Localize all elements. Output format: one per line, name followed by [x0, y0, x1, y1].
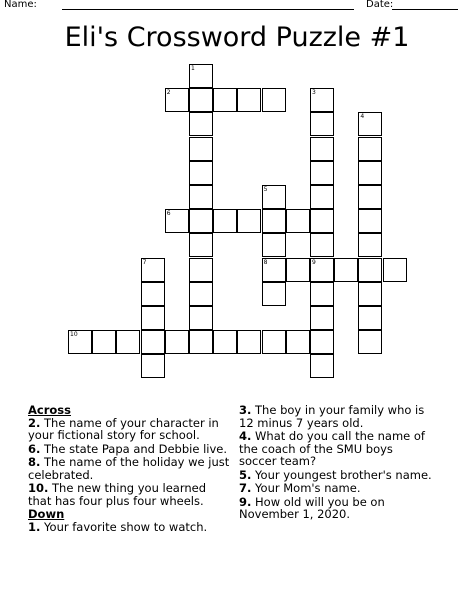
crossword-cell[interactable] [262, 209, 286, 233]
crossword-cell[interactable] [189, 112, 213, 136]
crossword-cell[interactable] [189, 161, 213, 185]
crossword-cell[interactable] [237, 88, 261, 112]
crossword-cell[interactable] [310, 137, 334, 161]
crossword-cell[interactable] [189, 258, 213, 282]
crossword-cell[interactable] [310, 209, 334, 233]
crossword-cell[interactable] [237, 209, 261, 233]
crossword-cell[interactable] [286, 209, 310, 233]
crossword-cell[interactable] [310, 88, 334, 112]
crossword-cell[interactable] [189, 209, 213, 233]
crossword-cell[interactable] [262, 330, 286, 354]
crossword-cell[interactable] [358, 209, 382, 233]
crossword-cell[interactable] [358, 185, 382, 209]
crossword-cell[interactable] [358, 258, 382, 282]
crossword-cell[interactable] [237, 330, 261, 354]
crossword-cell[interactable] [189, 330, 213, 354]
cell-number: 9 [312, 258, 316, 266]
cell-number: 6 [166, 210, 171, 218]
crossword-cell[interactable] [141, 306, 165, 330]
crossword-cell[interactable] [262, 185, 286, 209]
crossword-cell[interactable] [358, 330, 382, 354]
crossword-cell[interactable] [310, 185, 334, 209]
cell-number: 1 [191, 65, 195, 72]
crossword-cell[interactable] [286, 258, 310, 282]
cell-number: 3 [312, 89, 316, 97]
crossword-cell[interactable] [189, 88, 213, 112]
clue-down-1: 1. Your favorite show to watch. [28, 519, 208, 534]
name-label: Name: [4, 0, 37, 10]
clue-down-7: 7. Your Mom's name. [239, 481, 361, 495]
date-label: Date: [366, 0, 394, 10]
crossword-cell[interactable] [310, 161, 334, 185]
cell-number: 2 [166, 89, 171, 97]
crossword-cell[interactable] [165, 209, 189, 233]
clue-down-9: 9. How old will you be on November 1, 2020. [239, 494, 385, 521]
crossword-cell[interactable] [358, 306, 382, 330]
crossword-cell[interactable] [165, 330, 189, 354]
clue-down-4: 4. What do you call the name of the coach of the SMU boys soccer team? [239, 429, 425, 468]
crossword-cell[interactable] [189, 64, 213, 88]
crossword-cell[interactable] [213, 88, 237, 112]
crossword-cell[interactable] [310, 306, 334, 330]
crossword-cell[interactable] [334, 258, 358, 282]
cell-number: 8 [263, 258, 268, 266]
cell-number: 5 [263, 186, 268, 193]
crossword-cell[interactable] [310, 258, 334, 282]
crossword-cell[interactable] [262, 88, 286, 112]
crossword-cell[interactable] [310, 330, 334, 354]
crossword-cell[interactable] [286, 330, 310, 354]
crossword-cell[interactable] [262, 258, 286, 282]
crossword-cell[interactable] [165, 88, 189, 112]
crossword-cell[interactable] [189, 137, 213, 161]
crossword-cell[interactable] [141, 258, 165, 282]
across-heading: Across [28, 403, 71, 417]
crossword-cell[interactable] [358, 137, 382, 161]
crossword-cell[interactable] [68, 330, 92, 354]
clue-across-8: 8. The name of the holiday we just celebrated. [28, 455, 230, 482]
crossword-cell[interactable] [141, 354, 165, 378]
crossword-cell[interactable] [262, 282, 286, 306]
crossword-cell[interactable] [189, 306, 213, 330]
crossword-cell[interactable] [92, 330, 116, 354]
clue-down-3: 3. The boy in your family who is 12 minus 7 years old. [239, 403, 425, 430]
crossword-cell[interactable] [213, 330, 237, 354]
crossword-cell[interactable] [310, 282, 334, 306]
cell-number: 10 [70, 331, 78, 339]
crossword-cell[interactable] [116, 330, 140, 354]
crossword-cell[interactable] [141, 282, 165, 306]
crossword-cell[interactable] [189, 233, 213, 257]
puzzle-title: Eli's Crossword Puzzle #1 [64, 22, 410, 53]
crossword-cell[interactable] [358, 161, 382, 185]
down-heading: Down [28, 507, 65, 521]
crossword-cell[interactable] [141, 330, 165, 354]
clue-across-2: 2. The name of your character in your fictional story for school. [28, 415, 219, 442]
clue-across-6: 6. The state Papa and Debbie live. [28, 441, 228, 456]
crossword-cell[interactable] [310, 354, 334, 378]
clues-right-column [239, 404, 434, 522]
crossword-cell[interactable] [358, 282, 382, 306]
clue-down-5: 5. Your youngest brother's name. [239, 467, 432, 482]
crossword-cell[interactable] [383, 258, 407, 282]
crossword-cell[interactable] [358, 233, 382, 257]
clues-left-column [28, 404, 233, 534]
cell-number: 7 [142, 258, 147, 266]
crossword-cell[interactable] [310, 233, 334, 257]
crossword-cell[interactable] [189, 185, 213, 209]
crossword-cell[interactable] [358, 112, 382, 136]
clue-across-10: 10. The new thing you learned that has four plus four wheels. [28, 481, 207, 508]
crossword-cell[interactable] [189, 282, 213, 306]
cell-number: 4 [360, 113, 365, 121]
crossword-cell[interactable] [310, 112, 334, 136]
crossword-cell[interactable] [213, 209, 237, 233]
crossword-cell[interactable] [262, 233, 286, 257]
